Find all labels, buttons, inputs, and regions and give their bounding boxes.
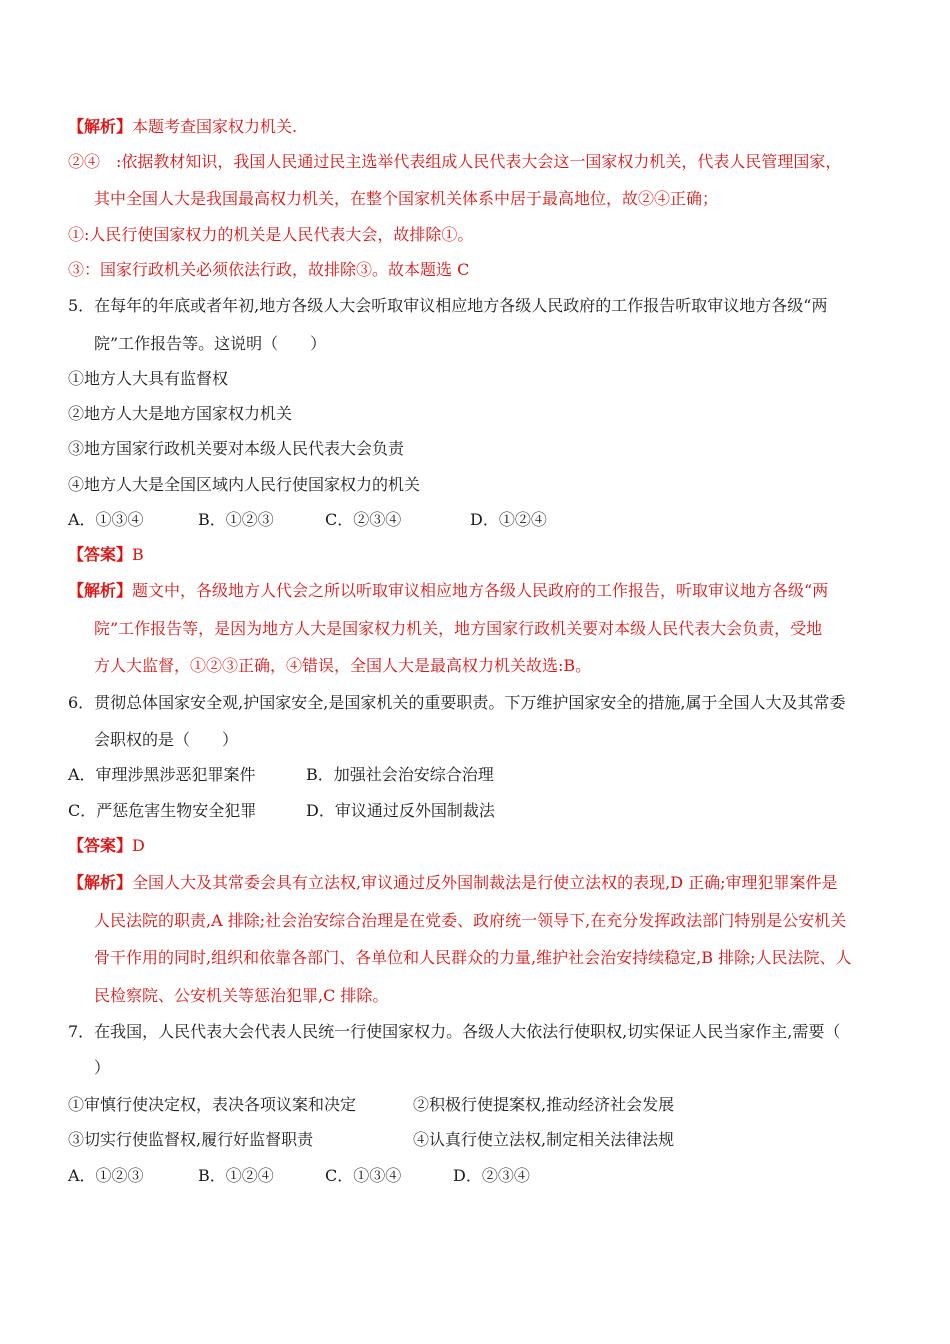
q6-option-b: B．加强社会治安综合治理 [306, 765, 494, 784]
prev-analysis-line: ②④ :依据教材知识，我国人民通过民主选举代表组成人民代表大会这一国家权力机关，代表人民管理国家， [68, 152, 842, 171]
analysis-text: 题文中，各级地方人代会之所以听取审议相应地方各级人民政府的工作报告，听取审议地方各级“两 [132, 581, 829, 600]
prev-analysis-line: 其中全国人大是我国最高权力机关，在整个国家机关体系中居于最高地位，故②④正确； [94, 189, 719, 208]
q7-statements-row2 [68, 1129, 674, 1151]
q7-stem-cont: ） [94, 1058, 111, 1077]
q5-statement: ②地方人大是地方国家权力机关 [68, 404, 293, 423]
q7-options [68, 1165, 530, 1187]
q6-analysis-line: 民检察院、公安机关等惩治犯罪,C 排除。 [94, 986, 389, 1005]
q7-option-c: C．①③④ [325, 1166, 402, 1185]
answer-label: 【答案】 [68, 836, 133, 855]
q5-options [68, 509, 547, 531]
q5-statement: ④地方人大是全国区域内人民行使国家权力的机关 [68, 475, 421, 494]
q5-analysis-line: 院”工作报告等，是因为地方人大是国家权力机关，地方国家行政机关要对本级人民代表大会负责，受地 [94, 619, 823, 638]
q7-option-a: A．①②③ [68, 1166, 144, 1185]
q6-option-c: C．严惩危害生物安全犯罪 [68, 801, 257, 820]
q5-stem: 5．在每年的年底或者年初,地方各级人大会听取审议相应地方各级人民政府的工作报告听取审议地方各级“两 [68, 296, 828, 315]
q5-analysis-line: 方人大监督，①②③正确，④错误，全国人大是最高权力机关故选:B。 [94, 656, 592, 675]
q6-analysis-line: 骨干作用的同时,组织和依靠各部门、各单位和人民群众的力量,维护社会治安持续稳定,B 排除;人民法院、人 [94, 948, 852, 967]
q7-statement: ④认真行使立法权,制定相关法律法规 [413, 1130, 675, 1149]
analysis-text: 全国人大及其常委会具有立法权,审议通过反外国制裁法是行使立法权的表现,D 正确;审理犯罪案件是 [132, 873, 838, 892]
q6-stem: 6．贯彻总体国家安全观,护国家安全,是国家机关的重要职责。下万维护国家安全的措施,属于全国人大及其常委 [68, 693, 846, 712]
answer-value: B [132, 545, 144, 564]
q5-answer [68, 544, 144, 566]
q6-option-d: D．审议通过反外国制裁法 [306, 801, 495, 820]
q5-analysis [68, 580, 828, 602]
q7-statements-row1 [68, 1094, 674, 1116]
q6-answer [68, 835, 145, 857]
q7-stem: 7．在我国，人民代表大会代表人民统一行使国家权力。各级人大依法行使职权,切实保证人民当家作主,需要（ [68, 1022, 841, 1041]
q6-stem-cont: 会职权的是（ ） [94, 730, 239, 749]
q7-option-b: B．①②④ [198, 1166, 274, 1185]
q5-statement: ①地方人大具有监督权 [68, 369, 229, 388]
q7-statement: ③切实行使监督权,履行好监督职责 [68, 1130, 314, 1149]
analysis-text: 本题考查国家权力机关. [132, 117, 298, 136]
q5-statement: ③地方国家行政机关要对本级人民代表大会负责 [68, 439, 405, 458]
q7-option-d: D．②③④ [453, 1166, 530, 1185]
q6-analysis [68, 872, 838, 894]
q6-option-a: A．审理涉黑涉恶犯罪案件 [68, 765, 256, 784]
q5-stem-cont: 院”工作报告等。这说明（ ） [94, 334, 327, 353]
analysis-label: 【解析】 [68, 117, 133, 136]
prev-analysis-line: ③：国家行政机关必须依法行政，故排除③。故本题选 C [68, 260, 470, 279]
q6-options-row2 [68, 800, 495, 822]
q6-analysis-line: 人民法院的职责,A 排除;社会治安综合治理是在党委、政府统一领导下,在充分发挥政法部门特别是公安机关 [94, 911, 847, 930]
analysis-label: 【解析】 [68, 581, 133, 600]
answer-label: 【答案】 [68, 545, 133, 564]
q5-option-b: B．①②③ [198, 510, 274, 529]
q6-options-row1 [68, 764, 494, 786]
q5-option-c: C．②③④ [325, 510, 402, 529]
answer-value: D [132, 836, 145, 855]
q7-statement: ①审慎行使决定权，表决各项议案和决定 [68, 1095, 357, 1114]
q5-option-a: A．①③④ [68, 510, 144, 529]
q7-statement: ②积极行使提案权,推动经济社会发展 [413, 1095, 675, 1114]
q5-option-d: D．①②④ [470, 510, 547, 529]
analysis-label: 【解析】 [68, 873, 133, 892]
prev-analysis-line: ①:人民行使国家权力的机关是人民代表大会，故排除①。 [68, 225, 474, 244]
prev-analysis-intro [68, 116, 297, 138]
